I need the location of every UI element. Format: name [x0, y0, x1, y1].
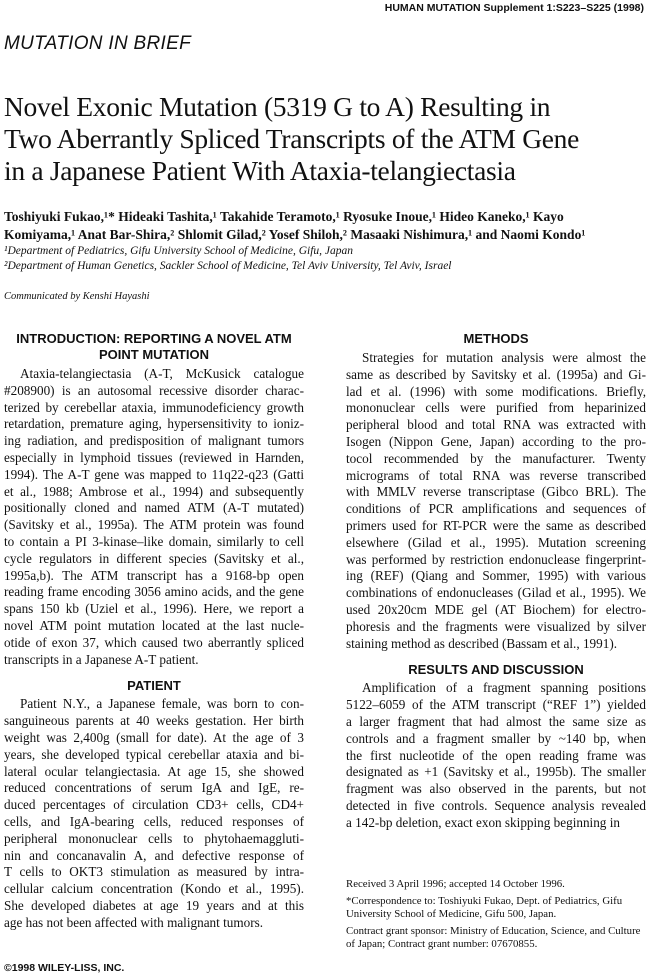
text-line: Ataxia-telangiectasia (A-T, McKusick catalogue — [20, 366, 304, 381]
text-line: (Savitsky et al., 1995a). The ATM protein was found — [4, 517, 304, 533]
text-line: age has not been affected with malignant tumors. — [4, 914, 264, 930]
heading-line: INTRODUCTION: REPORTING A NOVEL ATM — [16, 331, 292, 346]
text-line: Patient N.Y., a Japanese female, was born to con- — [20, 696, 304, 712]
results-paragraph — [346, 680, 646, 831]
text-line: otide of exon 37, which caused two aberrantly spliced — [4, 634, 304, 650]
text-line: nin and concanavalin A, and defective response of — [4, 847, 304, 863]
text-line: retardation, premature aging, hypersensitivity to ioniz- — [4, 416, 304, 432]
results-heading: RESULTS AND DISCUSSION — [408, 662, 584, 678]
text-line: peripheral mononuclear cells to phytohaemaggluti- — [4, 830, 304, 846]
affiliation-list — [4, 244, 649, 274]
text-line: controls and a fragment smaller by ~140 bp, when — [346, 730, 646, 746]
footnotes — [346, 878, 646, 955]
text-line: peripheral blood and total RNA was extracted with — [346, 417, 646, 433]
text-line: weight was 2,400g (small for date). At the age of 3 — [4, 729, 304, 745]
text-line: same as described by Savitsky et al. (1995a) and Gi- — [346, 366, 646, 382]
right-column — [346, 331, 646, 832]
text-line: Strategies for mutation analysis were almost the — [362, 350, 646, 365]
text-line: tocol recommended by the manufacturer. Twenty — [346, 450, 646, 466]
text-line: terized by cerebellar ataxia, immunodeficiency growth — [4, 399, 304, 415]
text-line: phoresis and the fragments were visualized by silver — [346, 618, 646, 634]
author-list — [4, 208, 649, 244]
text-line: mononuclear cells were purified from heparinized — [346, 400, 646, 416]
text-line: novel ATM point mutation located at the last nucle- — [4, 617, 304, 633]
text-line: et al., 1988; Ambrose et al., 1994) and subsequently — [4, 483, 304, 499]
section-label: MUTATION IN BRIEF — [4, 33, 192, 54]
author-line: Komiyama,¹ Anat Bar-Shira,² Shlomit Gilad,² Yosef Shiloh,² Masaaki Nishimura,¹ and Naomi Kondo¹ — [4, 227, 586, 242]
text-line: spans 150 kb (Uziel et al., 1996). Here, we report a — [4, 601, 304, 617]
intro-heading — [4, 331, 304, 363]
title-line: Novel Exonic Mutation (5319 G to A) Resulting in — [4, 91, 551, 122]
text-line: duced percentages of circulation CD3+ cells, CD4+ — [4, 797, 304, 813]
text-line: 1995a,b). The ATM transcript has a 9168-bp open — [4, 567, 304, 583]
text-line: primers used for RT-PCR were the same as described — [346, 517, 646, 533]
text-line: 5122–6059 of the ATM transcript (“REF 1”) yielded — [346, 697, 646, 713]
author-line: Toshiyuki Fukao,¹* Hideaki Tashita,¹ Takahide Teramoto,¹ Ryosuke Inoue,¹ Hideo Kaneko,¹ Kayo — [4, 209, 564, 224]
text-line: with MMLV reverse transcriptase (Gibco BRL). The — [346, 484, 646, 500]
patient-heading: PATIENT — [127, 678, 181, 694]
copyright: ©1998 WILEY-LISS, INC. — [4, 962, 125, 974]
article-title — [4, 91, 649, 187]
text-line: cycle regulators in different species (Savitsky et al., — [4, 550, 304, 566]
text-line: staining method as described (Bassam et al., 1991). — [346, 635, 618, 651]
text-line: Amplification of a fragment spanning positions — [362, 680, 646, 696]
text-line: conditions of PCR amplifications and sequences of — [346, 501, 646, 517]
left-column — [4, 331, 304, 932]
text-line: a larger fragment that had almost the same size as — [346, 713, 646, 729]
correspondence-note: *Correspondence to: Toshiyuki Fukao, Dept. of Pediatrics, Gifu University School of Medicine, Gifu 500, Japan. — [346, 895, 623, 920]
communicated-by: Communicated by Kenshi Hayashi — [4, 291, 150, 302]
text-line: especially in lymphoid tissues (reviewed in Harnden, — [4, 449, 304, 465]
text-line: T cells to OKT3 stimulation as measured by intra- — [4, 864, 304, 880]
text-line: ing (REF) (Qiang and Sommer, 1995) with various — [346, 568, 646, 584]
text-line: sanguineous parents at 40 weeks gestation. Her birth — [4, 713, 304, 729]
text-line: micrograms of total RNA was reverse transcribed — [346, 467, 646, 483]
text-line: combinations of endonucleases (Gilad et al., 1995). We — [346, 585, 646, 601]
patient-paragraph — [4, 696, 304, 931]
text-line: used 20x20cm MDE gel (AT Biochem) for electro- — [346, 601, 646, 617]
text-line: was performed by restriction endonuclease fingerprint- — [346, 551, 646, 567]
text-line: detected in five controls. Sequence analysis revealed — [346, 797, 646, 813]
text-line: lad et al. (1996) with some modifications. Briefly, — [346, 383, 646, 399]
text-line: the first nucleotide of the open reading frame was — [346, 747, 646, 763]
text-line: fragment was also observed in the parents, but not — [346, 781, 646, 797]
text-line: years, she developed typical cerebellar ataxia and bi- — [4, 746, 304, 762]
text-line: cellular calcium concentration (Kondo et al., 1995). — [4, 881, 304, 897]
grant-note: Contract grant sponsor: Ministry of Education, Science, and Culture of Japan; Contract grant number: 07670855. — [346, 925, 641, 950]
text-line: 1994). The A-T gene was mapped to 11q22-q23 (Gatti — [4, 466, 304, 482]
text-line: reading frame encoding 3056 amino acids, and the gene — [4, 584, 304, 600]
text-line: She developed diabetes at age 19 years and at this — [4, 897, 304, 913]
text-line: reduced concentrations of serum IgA and IgE, re- — [4, 780, 304, 796]
text-line: Isogen (Nippon Gene, Japan) according to the pro- — [346, 433, 646, 449]
text-line: transcripts in a Japanese A-T patient. — [4, 651, 199, 667]
text-line: positionally cloned and named ATM (A-T mutated) — [4, 500, 304, 516]
text-line: to contain a PI 3-kinase–like domain, similarly to cell — [4, 533, 304, 549]
methods-heading: METHODS — [463, 331, 529, 346]
text-line: a 142-bp deletion, exact exon skipping beginning in — [346, 814, 620, 830]
title-line: in a Japanese Patient With Ataxia-telangiectasia — [4, 155, 516, 186]
methods-paragraph — [346, 350, 646, 652]
text-line: #208900) is an autosomal recessive disorder charac- — [4, 382, 304, 398]
heading-line: POINT MUTATION — [98, 347, 209, 362]
text-line: lateral ocular telangiectasia. At age 15, she showed — [4, 763, 304, 779]
affiliation: ²Department of Human Genetics, Sackler School of Medicine, Tel Aviv University, Tel Aviv, Israel — [4, 260, 452, 272]
intro-paragraph — [4, 366, 304, 668]
received-date: Received 3 April 1996; accepted 14 October 1996. — [346, 878, 565, 890]
title-line: Two Aberrantly Spliced Transcripts of the ATM Gene — [4, 123, 580, 154]
journal-citation-header: HUMAN MUTATION Supplement 1:S223–S225 (1998) — [384, 2, 644, 14]
text-line: designated as +1 (Savitsky et al., 1995b). The smaller — [346, 764, 646, 780]
affiliation: ¹Department of Pediatrics, Gifu University School of Medicine, Gifu, Japan — [4, 245, 354, 257]
text-line: ing radiation, and predisposition of malignant tumors — [4, 433, 304, 449]
text-line: elsewhere (Gilad et al., 1995). Mutation screening — [346, 534, 646, 550]
text-line: cells, and IgA-bearing cells, reduced responses of — [4, 813, 304, 829]
